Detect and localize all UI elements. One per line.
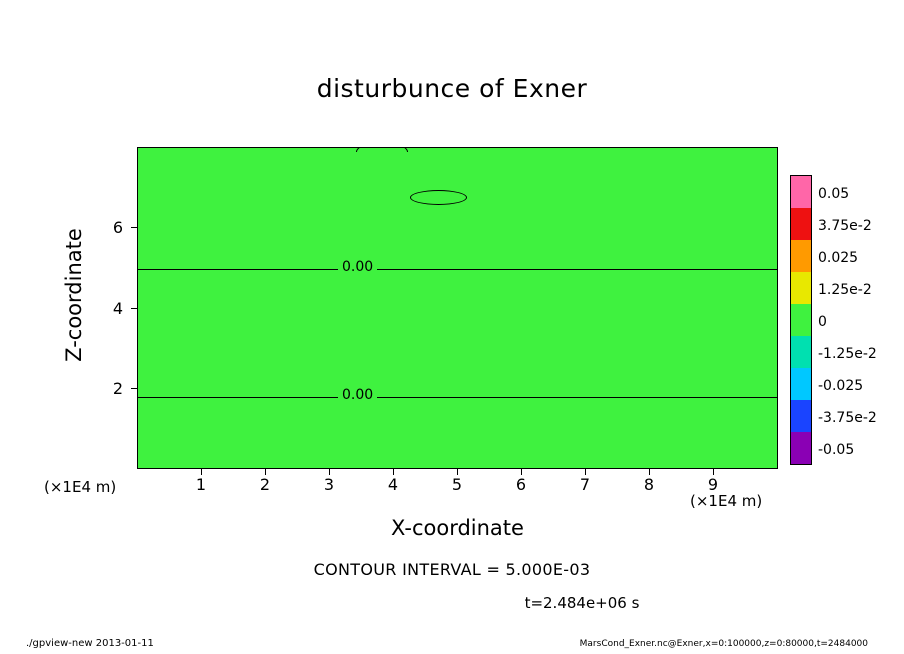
x-tick-label-4: 4 xyxy=(387,475,399,494)
footer-right-text: MarsCond_Exner.nc@Exner,x=0:100000,z=0:80000,t=2484000 xyxy=(579,639,868,649)
x-tick-label-7: 7 xyxy=(579,475,591,494)
chart-title: disturbunce of Exner xyxy=(316,74,588,103)
time-label: t=2.484e+06 s xyxy=(524,594,640,612)
y-tick-6 xyxy=(131,227,137,228)
top-edge-contour xyxy=(356,147,408,152)
x-tick-label-6: 6 xyxy=(515,475,527,494)
colorbar-segment-5 xyxy=(791,304,811,336)
x-tick-label-8: 8 xyxy=(643,475,655,494)
colorbar-segment-8 xyxy=(791,400,811,432)
colorbar-label-3: 0.025 xyxy=(818,250,859,266)
y-tick-2 xyxy=(131,388,137,389)
closed-contour-blob xyxy=(410,190,467,205)
x-axis-title: X-coordinate xyxy=(391,516,524,540)
contour-line-lower xyxy=(138,397,777,398)
colorbar-segment-2 xyxy=(791,208,811,240)
colorbar-label-1: 0.05 xyxy=(818,186,850,202)
contour-line-upper xyxy=(138,269,777,270)
colorbar-label-5: 0 xyxy=(818,314,827,330)
colorbar-segment-1 xyxy=(791,176,811,208)
y-tick-label-6: 6 xyxy=(112,218,123,237)
x-tick-label-2: 2 xyxy=(259,475,271,494)
x-tick-label-9: 9 xyxy=(707,475,719,494)
colorbar-segment-7 xyxy=(791,368,811,400)
contour-label-upper: 0.00 xyxy=(338,260,377,274)
y-tick-label-2: 2 xyxy=(112,379,123,398)
colorbar xyxy=(790,175,812,465)
colorbar-label-9: -0.05 xyxy=(818,442,855,458)
y-tick-label-4: 4 xyxy=(112,299,123,318)
x-tick-label-5: 5 xyxy=(451,475,463,494)
y-axis-title: Z-coordinate xyxy=(62,228,86,362)
colorbar-segment-4 xyxy=(791,272,811,304)
contour-label-lower: 0.00 xyxy=(338,388,377,402)
x-axis-unit: (×1E4 m) xyxy=(690,492,763,510)
x-tick-label-3: 3 xyxy=(323,475,335,494)
x-tick-label-1: 1 xyxy=(195,475,207,494)
contour-interval-label: CONTOUR INTERVAL = 5.000E-03 xyxy=(313,560,591,579)
plot-area xyxy=(137,147,778,469)
y-tick-4 xyxy=(131,308,137,309)
colorbar-label-6: -1.25e-2 xyxy=(818,346,877,362)
y-axis-unit: (×1E4 m) xyxy=(44,478,117,496)
colorbar-label-2: 3.75e-2 xyxy=(818,218,872,234)
colorbar-segment-6 xyxy=(791,336,811,368)
colorbar-segment-9 xyxy=(791,432,811,464)
footer-left-text: ./gpview-new 2013-01-11 xyxy=(26,638,154,649)
colorbar-label-7: -0.025 xyxy=(818,378,864,394)
colorbar-label-4: 1.25e-2 xyxy=(818,282,872,298)
colorbar-label-8: -3.75e-2 xyxy=(818,410,877,426)
colorbar-segment-3 xyxy=(791,240,811,272)
